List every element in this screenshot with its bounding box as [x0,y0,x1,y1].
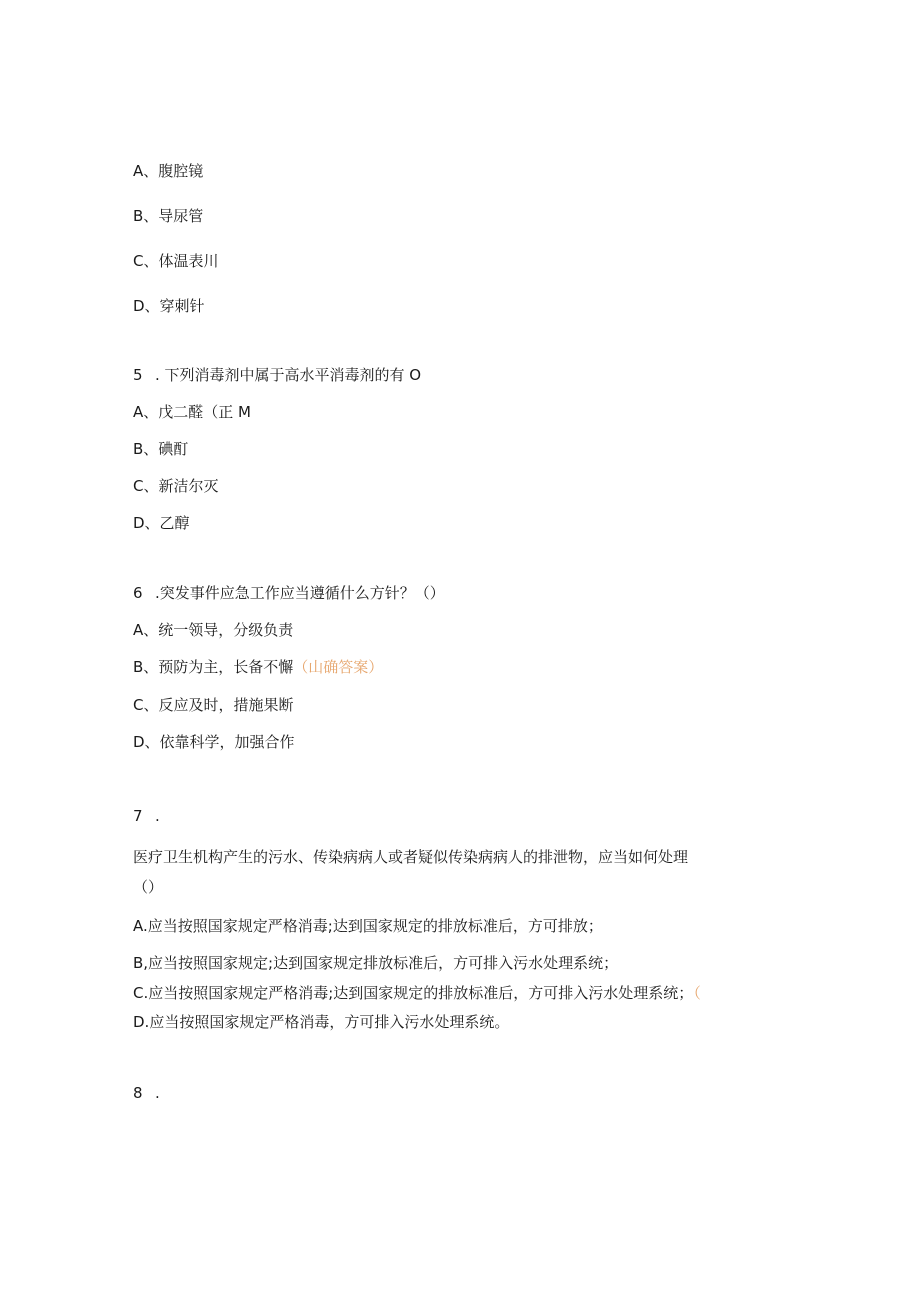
q5-option-c: C、新洁尔灭 [133,477,219,495]
q6-answer-mark: （山确答案） [293,658,384,676]
q7-answer-mark: （ [693,984,701,1002]
q4-option-d: D、穿刺针 [133,297,205,315]
q6-text: .突发事件应急工作应当遵循什么方针？（） [155,584,445,602]
q7-option-b: B,应当按照国家规定;达到国家规定排放标准后，方可排入污水处理系统； [133,954,619,972]
q8-dot: . [155,1084,160,1102]
q7-text-line1: 医疗卫生机构产生的污水、传染病病人或者疑似传染病病人的排泄物，应当如何处理 [133,848,689,866]
q6-number: 6 [133,584,143,602]
q7-option-c-text: C.应当按照国家规定严格消毒;达到国家规定的排放标准后，方可排入污水处理系统； [133,984,694,1002]
q6-option-c: C、反应及时，措施果断 [133,696,294,714]
q7-text-line2: （） [133,878,164,896]
q8-number: 8 [133,1084,143,1102]
q8-header [133,1083,160,1103]
q7-option-c [133,983,701,1003]
q5-option-d: D、乙醇 [133,514,190,532]
q4-option-b: B、导尿管 [133,207,204,225]
q7-number: 7 [133,807,143,825]
q4-option-a: A、腹腔镜 [133,162,204,180]
q6-option-a: A、统一领导，分级负责 [133,621,294,639]
q6-option-b-text: B、预防为主，长备不懈 [133,658,294,676]
q5-question [133,365,421,385]
q5-option-a: A、戊二醛（正 M [133,403,251,421]
q7-option-d: D.应当按照国家规定严格消毒，方可排入污水处理系统。 [133,1013,510,1031]
q4-option-c: C、体温表川 [133,252,219,270]
q7-dot: . [155,807,160,825]
q5-option-b: B、碘酊 [133,440,189,458]
q7-header [133,806,160,826]
q6-question [133,583,445,603]
q5-number: 5 [133,366,143,384]
q5-text: . 下列消毒剂中属于高水平消毒剂的有 O [155,366,422,384]
q6-option-b [133,657,383,677]
q7-option-a: A.应当按照国家规定严格消毒;达到国家规定的排放标准后，方可排放； [133,917,603,935]
q6-option-d: D、依靠科学，加强合作 [133,733,295,751]
